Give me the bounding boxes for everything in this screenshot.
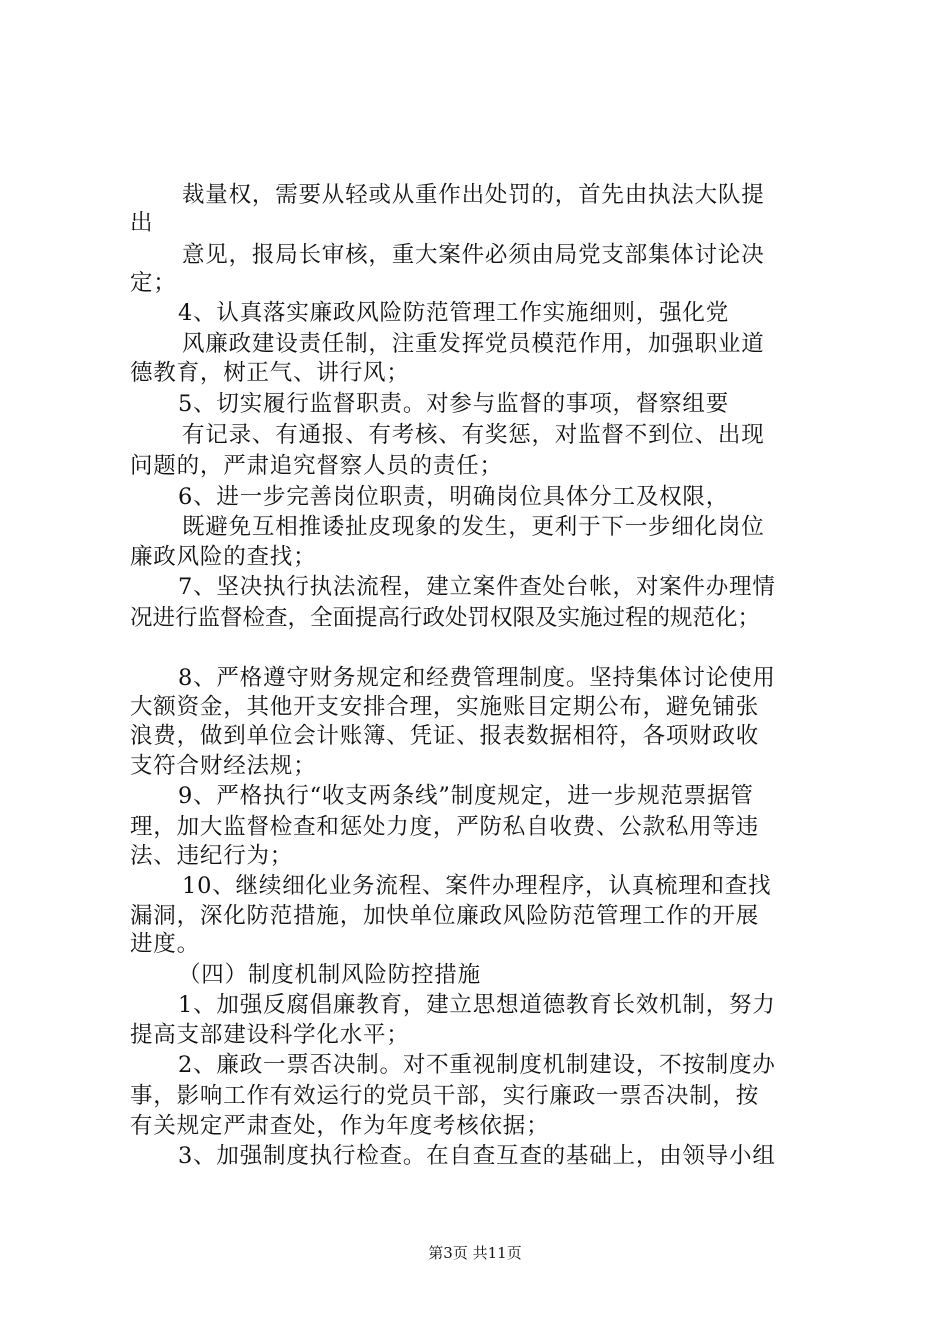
text-line: 法、违纪行为；	[130, 843, 294, 869]
text-line: 10、继续细化业务流程、案件办理程序，认真梳理和查找	[182, 873, 772, 899]
text-line: 裁量权，需要从轻或从重作出处罚的，首先由执法大队提	[182, 182, 765, 208]
text-line: 漏洞，深化防范措施，加快单位廉政风险防范管理工作的开展	[130, 903, 760, 929]
text-line: 问题的，严肃追究督察人员的责任；	[130, 453, 503, 479]
text-line: 意见，报局长审核，重大案件必须由局党支部集体讨论决	[182, 242, 765, 268]
text-line: 大额资金，其他开支安排合理，实施账目定期公布，避免铺张	[130, 694, 760, 720]
text-line: 既避免互相推诿扯皮现象的发生，更利于下一步细化岗位	[182, 514, 765, 540]
text-line: 风廉政建设责任制，注重发挥党员模范作用，加强职业道	[182, 331, 765, 357]
text-line: 4、认真落实廉政风险防范管理工作实施细则，强化党	[178, 300, 730, 326]
text-line: 5、切实履行监督职责。对参与监督的事项，督察组要	[178, 391, 730, 417]
text-line: 提高支部建设科学化水平；	[130, 1022, 410, 1048]
text-line: 进度。	[130, 931, 200, 957]
text-line: 2、廉政一票否决制。对不重视制度机制建设，不按制度办	[178, 1052, 776, 1078]
text-line: 7、坚决执行执法流程，建立案件查处台帐，对案件办理情	[178, 574, 776, 600]
text-line: 8、严格遵守财务规定和经费管理制度。坚持集体讨论使用	[178, 665, 776, 691]
text-line: 理，加大监督检查和惩处力度，严防私自收费、公款私用等违	[130, 814, 760, 840]
text-line: 6、进一步完善岗位职责，明确岗位具体分工及权限，	[178, 484, 730, 510]
text-line: 况进行监督检查，全面提高行政处罚权限及实施过程的规范化；	[130, 605, 761, 631]
page-footer: 第3页 共11页	[428, 1244, 522, 1262]
text-line: 事，影响工作有效运行的党员干部，实行廉政一票否决制，按	[130, 1083, 760, 1109]
text-line: 1、加强反腐倡廉教育，建立思想道德教育长效机制，努力	[178, 992, 776, 1018]
text-line: 有记录、有通报、有考核、有奖惩，对监督不到位、出现	[182, 422, 765, 448]
text-line: 有关规定严肃查处，作为年度考核依据；	[130, 1113, 550, 1139]
text-line: 3、加强制度执行检查。在自查互查的基础上，由领导小组	[178, 1143, 776, 1169]
text-line: 德教育，树正气、讲行风；	[130, 360, 410, 386]
text-line: 支符合财经法规；	[130, 753, 317, 779]
text-line: 出	[130, 210, 154, 236]
text-line: 浪费，做到单位会计账簿、凭证、报表数据相符，各项财政收	[130, 723, 760, 749]
text-line: 9、严格执行“收支两条线”制度规定，进一步规范票据管	[178, 783, 754, 809]
text-line: （四）制度机制风险防控措施	[178, 962, 481, 988]
text-line: 廉政风险的查找；	[130, 544, 317, 570]
text-line: 定；	[130, 270, 177, 296]
